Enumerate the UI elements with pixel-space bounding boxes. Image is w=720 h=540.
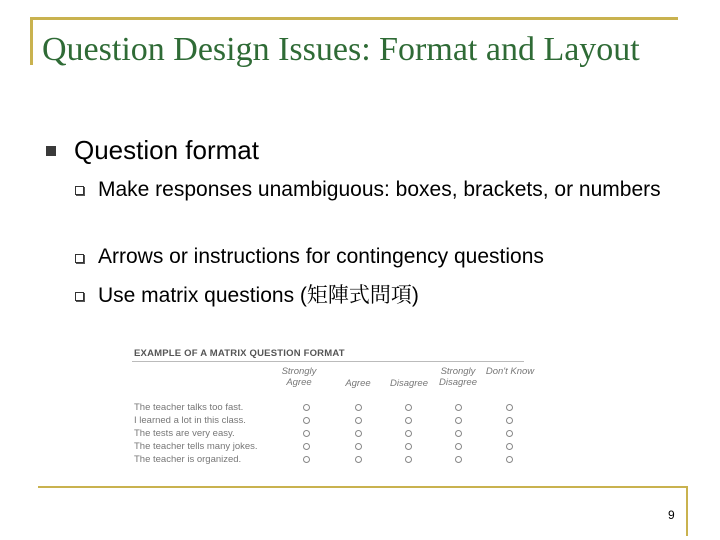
matrix-response-circle-icon	[506, 456, 513, 463]
matrix-response-circle-icon	[303, 443, 310, 450]
matrix-statement: The teacher tells many jokes.	[134, 441, 258, 452]
frame-bottom-rule	[38, 486, 688, 488]
matrix-header-strongly-disagree: Strongly Disagree	[438, 366, 478, 388]
matrix-title-rule	[132, 361, 524, 362]
matrix-response-circle-icon	[405, 430, 412, 437]
matrix-response-circle-icon	[455, 456, 462, 463]
matrix-response-circle-icon	[506, 404, 513, 411]
matrix-response-circle-icon	[355, 443, 362, 450]
hollow-square-bullet-icon	[75, 292, 84, 301]
frame-left-rule	[30, 17, 33, 65]
matrix-response-circle-icon	[405, 443, 412, 450]
matrix-header-disagree: Disagree	[389, 378, 429, 389]
matrix-header-strongly-agree: Strongly Agree	[281, 366, 317, 388]
matrix-statement: The teacher talks too fast.	[134, 402, 244, 413]
matrix-figure-title: EXAMPLE OF A MATRIX QUESTION FORMAT	[134, 348, 345, 359]
page-number: 9	[668, 508, 675, 522]
sub-bullet-2-text: Arrows or instructions for contingency questions	[98, 245, 544, 268]
matrix-response-circle-icon	[303, 430, 310, 437]
slide-title: Question Design Issues: Format and Layout	[42, 31, 640, 68]
matrix-response-circle-icon	[303, 417, 310, 424]
matrix-response-circle-icon	[455, 404, 462, 411]
matrix-statement: I learned a lot in this class.	[134, 415, 246, 426]
matrix-response-circle-icon	[506, 430, 513, 437]
matrix-response-circle-icon	[355, 456, 362, 463]
matrix-response-circle-icon	[506, 417, 513, 424]
matrix-response-circle-icon	[405, 456, 412, 463]
matrix-response-circle-icon	[355, 430, 362, 437]
matrix-response-circle-icon	[455, 417, 462, 424]
matrix-statement: The tests are very easy.	[134, 428, 235, 439]
matrix-response-circle-icon	[455, 430, 462, 437]
matrix-header-agree: Agree	[345, 378, 371, 389]
hollow-square-bullet-icon	[75, 186, 84, 195]
matrix-response-circle-icon	[506, 443, 513, 450]
matrix-response-circle-icon	[405, 417, 412, 424]
matrix-question-figure	[128, 340, 548, 470]
frame-right-rule	[686, 486, 688, 536]
frame-top-rule	[30, 17, 678, 20]
matrix-response-circle-icon	[355, 404, 362, 411]
matrix-header-dont-know: Don't Know	[485, 366, 535, 377]
main-bullet-text: Question format	[74, 135, 259, 165]
matrix-response-circle-icon	[303, 456, 310, 463]
matrix-statement: The teacher is organized.	[134, 454, 242, 465]
matrix-response-circle-icon	[405, 404, 412, 411]
sub-bullet-3-text: Use matrix questions (矩陣式問項)	[98, 284, 419, 307]
matrix-response-circle-icon	[303, 404, 310, 411]
hollow-square-bullet-icon	[75, 254, 84, 263]
square-bullet-icon	[46, 146, 56, 156]
matrix-response-circle-icon	[355, 417, 362, 424]
sub-bullet-1-text: Make responses unambiguous: boxes, brackets, or numbers	[98, 178, 661, 201]
matrix-response-circle-icon	[455, 443, 462, 450]
